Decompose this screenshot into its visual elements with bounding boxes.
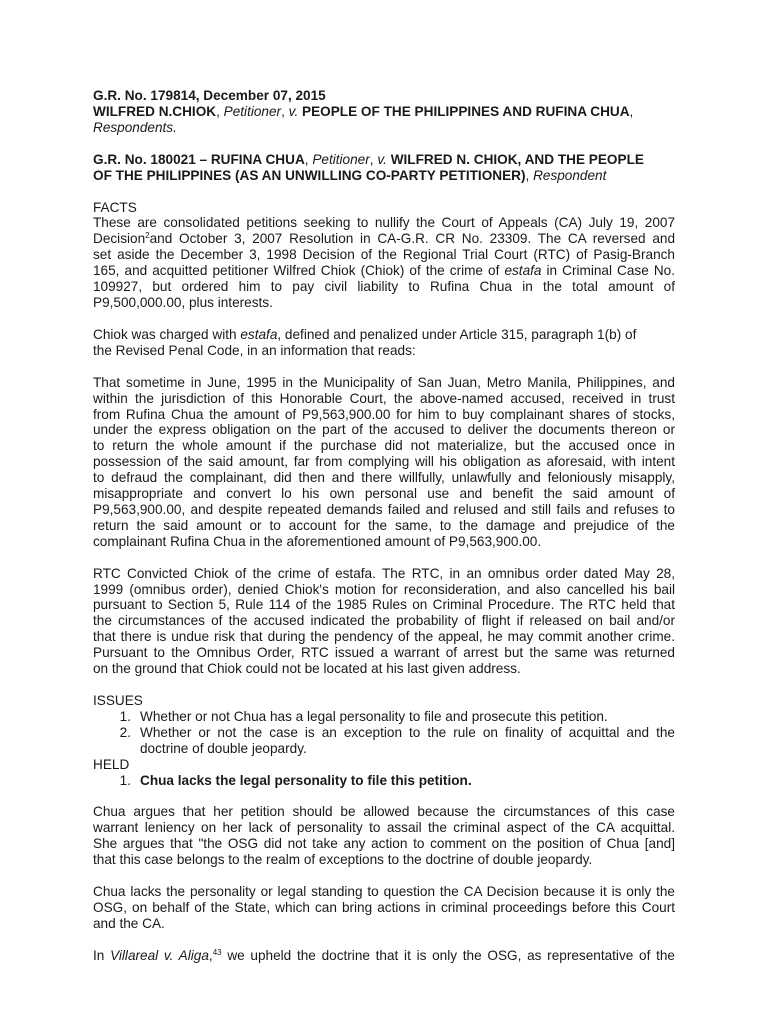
- issues-list: [93, 709, 675, 757]
- held-paragraph-2: Chua lacks the personality or legal standing to question the CA Decision because it is only the OSG, on behalf of the State, which can bring actions in criminal proceedings before this Court and the CA.: [93, 884, 675, 931]
- case-number: G.R. No. 179814, December 07, 2015: [93, 88, 326, 103]
- facts-heading: FACTS: [93, 199, 137, 215]
- footnote-ref: 43: [212, 947, 222, 957]
- issues-heading: ISSUES: [93, 693, 143, 708]
- petitioner-role: Petitioner: [312, 151, 370, 167]
- respondent-name: WILFRED N. CHIOK, AND THE PEOPLE: [390, 151, 644, 167]
- case-caption-1: G.R. No. 179814, December 07, 2015 WILFRED N.CHIOK, Petitioner, v. PEOPLE OF THE PHILIPPINES AND RUFINA CHUA, Respondents.: [93, 88, 634, 135]
- case-number: G.R. No. 180021 – RUFINA CHUA: [93, 151, 305, 167]
- held-paragraph-1: Chua argues that her petition should be allowed because the circumstances of this case warrant leniency on her lack of personality to assail the criminal aspect of the CA acquittal. She argues that "the OSG did not take any action to comment on the position of Chua [and] that this case belongs to the realm of exceptions to the doctrine of double jeopardy.: [93, 804, 675, 868]
- held-heading: HELD: [93, 756, 130, 772]
- case-citation: Villareal v. Aliga: [110, 947, 209, 963]
- petitioner-name: WILFRED N.CHIOK: [93, 103, 217, 119]
- list-item: 1. Chua lacks the legal personality to file this petition.: [119, 772, 472, 788]
- document-body: [93, 88, 675, 964]
- facts-paragraph-1: These are consolidated petitions seeking to nullify the Court of Appeals (CA) July 19, 2007 Decision$^2$and October 3, 2007 Resolution in CA-G.R. CR No. 23309. The CA reversed and set aside the December 3, 1998 Decision of the Regional Trial Court (RTC) of Pasig-Branch 165, and acquitted petitioner Wilfred Chiok (Chiok) of the crime of estafa in Criminal Case No. 109927, but ordered him to pay civil liability to Rufina Chua in the total amount of P9,500,000.00, plus interests.: [93, 215, 675, 310]
- petitioner-role: Petitioner: [223, 103, 282, 119]
- issues-section: [93, 693, 675, 788]
- information-quote: That sometime in June, 1995 in the Municipality of San Juan, Metro Manila, Philippines, and within the jurisdiction of this Honorable Court, the above-named accused, received in trust from Rufina Chua the amount of P9,563,900.00 for him to buy complainant shares of stocks, under the express obligation on the part of the accused to deliver the documents thereon or to return the whole amount if the purchase did not materialize, but the accused once in possession of the said amount, far from complying will his obligation as aforesaid, with intent to defraud the complainant, did then and there willfully, unlawfully and feloniously misapply, misappropriate and convert lo his own personal use and benefit the said amount of P9,563,900.00, and despite repeated demands failed and relused and still fails and refuses to return the said amount or to account for the same, to the damage and prejudice of the complainant Rufina Chua in the aforementioned amount of P9,563,900.00.: [93, 374, 675, 549]
- held-list: [93, 773, 675, 789]
- respondent-role: Respondent: [533, 167, 607, 183]
- facts-section: [93, 200, 675, 311]
- list-item: 2. Whether or not the case is an exception to the rule on finality of acquittal and the doctrine of double jeopardy.: [119, 724, 675, 756]
- charge-paragraph: Chiok was charged with estafa, defined and penalized under Article 315, paragraph 1(b) of the Revised Penal Code, in an information that reads:: [93, 326, 637, 358]
- rtc-paragraph: RTC Convicted Chiok of the crime of estafa. The RTC, in an omnibus order dated May 28, 1999 (omnibus order), denied Chiok's motion for reconsideration, and also cancelled his bail pursuant to Section 5, Rule 114 of the 1985 Rules on Criminal Procedure. The RTC held that the circumstances of the accused indicated the probability of flight if released on bail and/or that there is undue risk that during the pendency of the appeal, he may commit another crime. Pursuant to the Omnibus Order, RTC issued a warrant of arrest but the same was returned on the ground that Chiok could not be located at his last given address.: [93, 565, 675, 677]
- respondent-role: Respondents.: [93, 119, 177, 135]
- respondent-name: PEOPLE OF THE PHILIPPINES AND RUFINA CHUA: [302, 103, 630, 119]
- held-paragraph-3: In Villareal v. Aliga,$^{43}$ we upheld the doctrine that it is only the OSG, as representative of the: [93, 947, 675, 963]
- respondent-name-cont: OF THE PHILIPPINES (AS AN UNWILLING CO-PARTY PETITIONER): [93, 167, 526, 183]
- versus: v.: [288, 103, 299, 119]
- versus: v.: [377, 151, 387, 167]
- case-caption-2: G.R. No. 180021 – RUFINA CHUA, Petitioner, v. WILFRED N. CHIOK, AND THE PEOPLE OF THE PHILIPPINES (AS AN UNWILLING CO-PARTY PETITIONER), Respondent: [93, 151, 644, 183]
- list-item: 1. Whether or not Chua has a legal personality to file and prosecute this petition.: [119, 708, 608, 724]
